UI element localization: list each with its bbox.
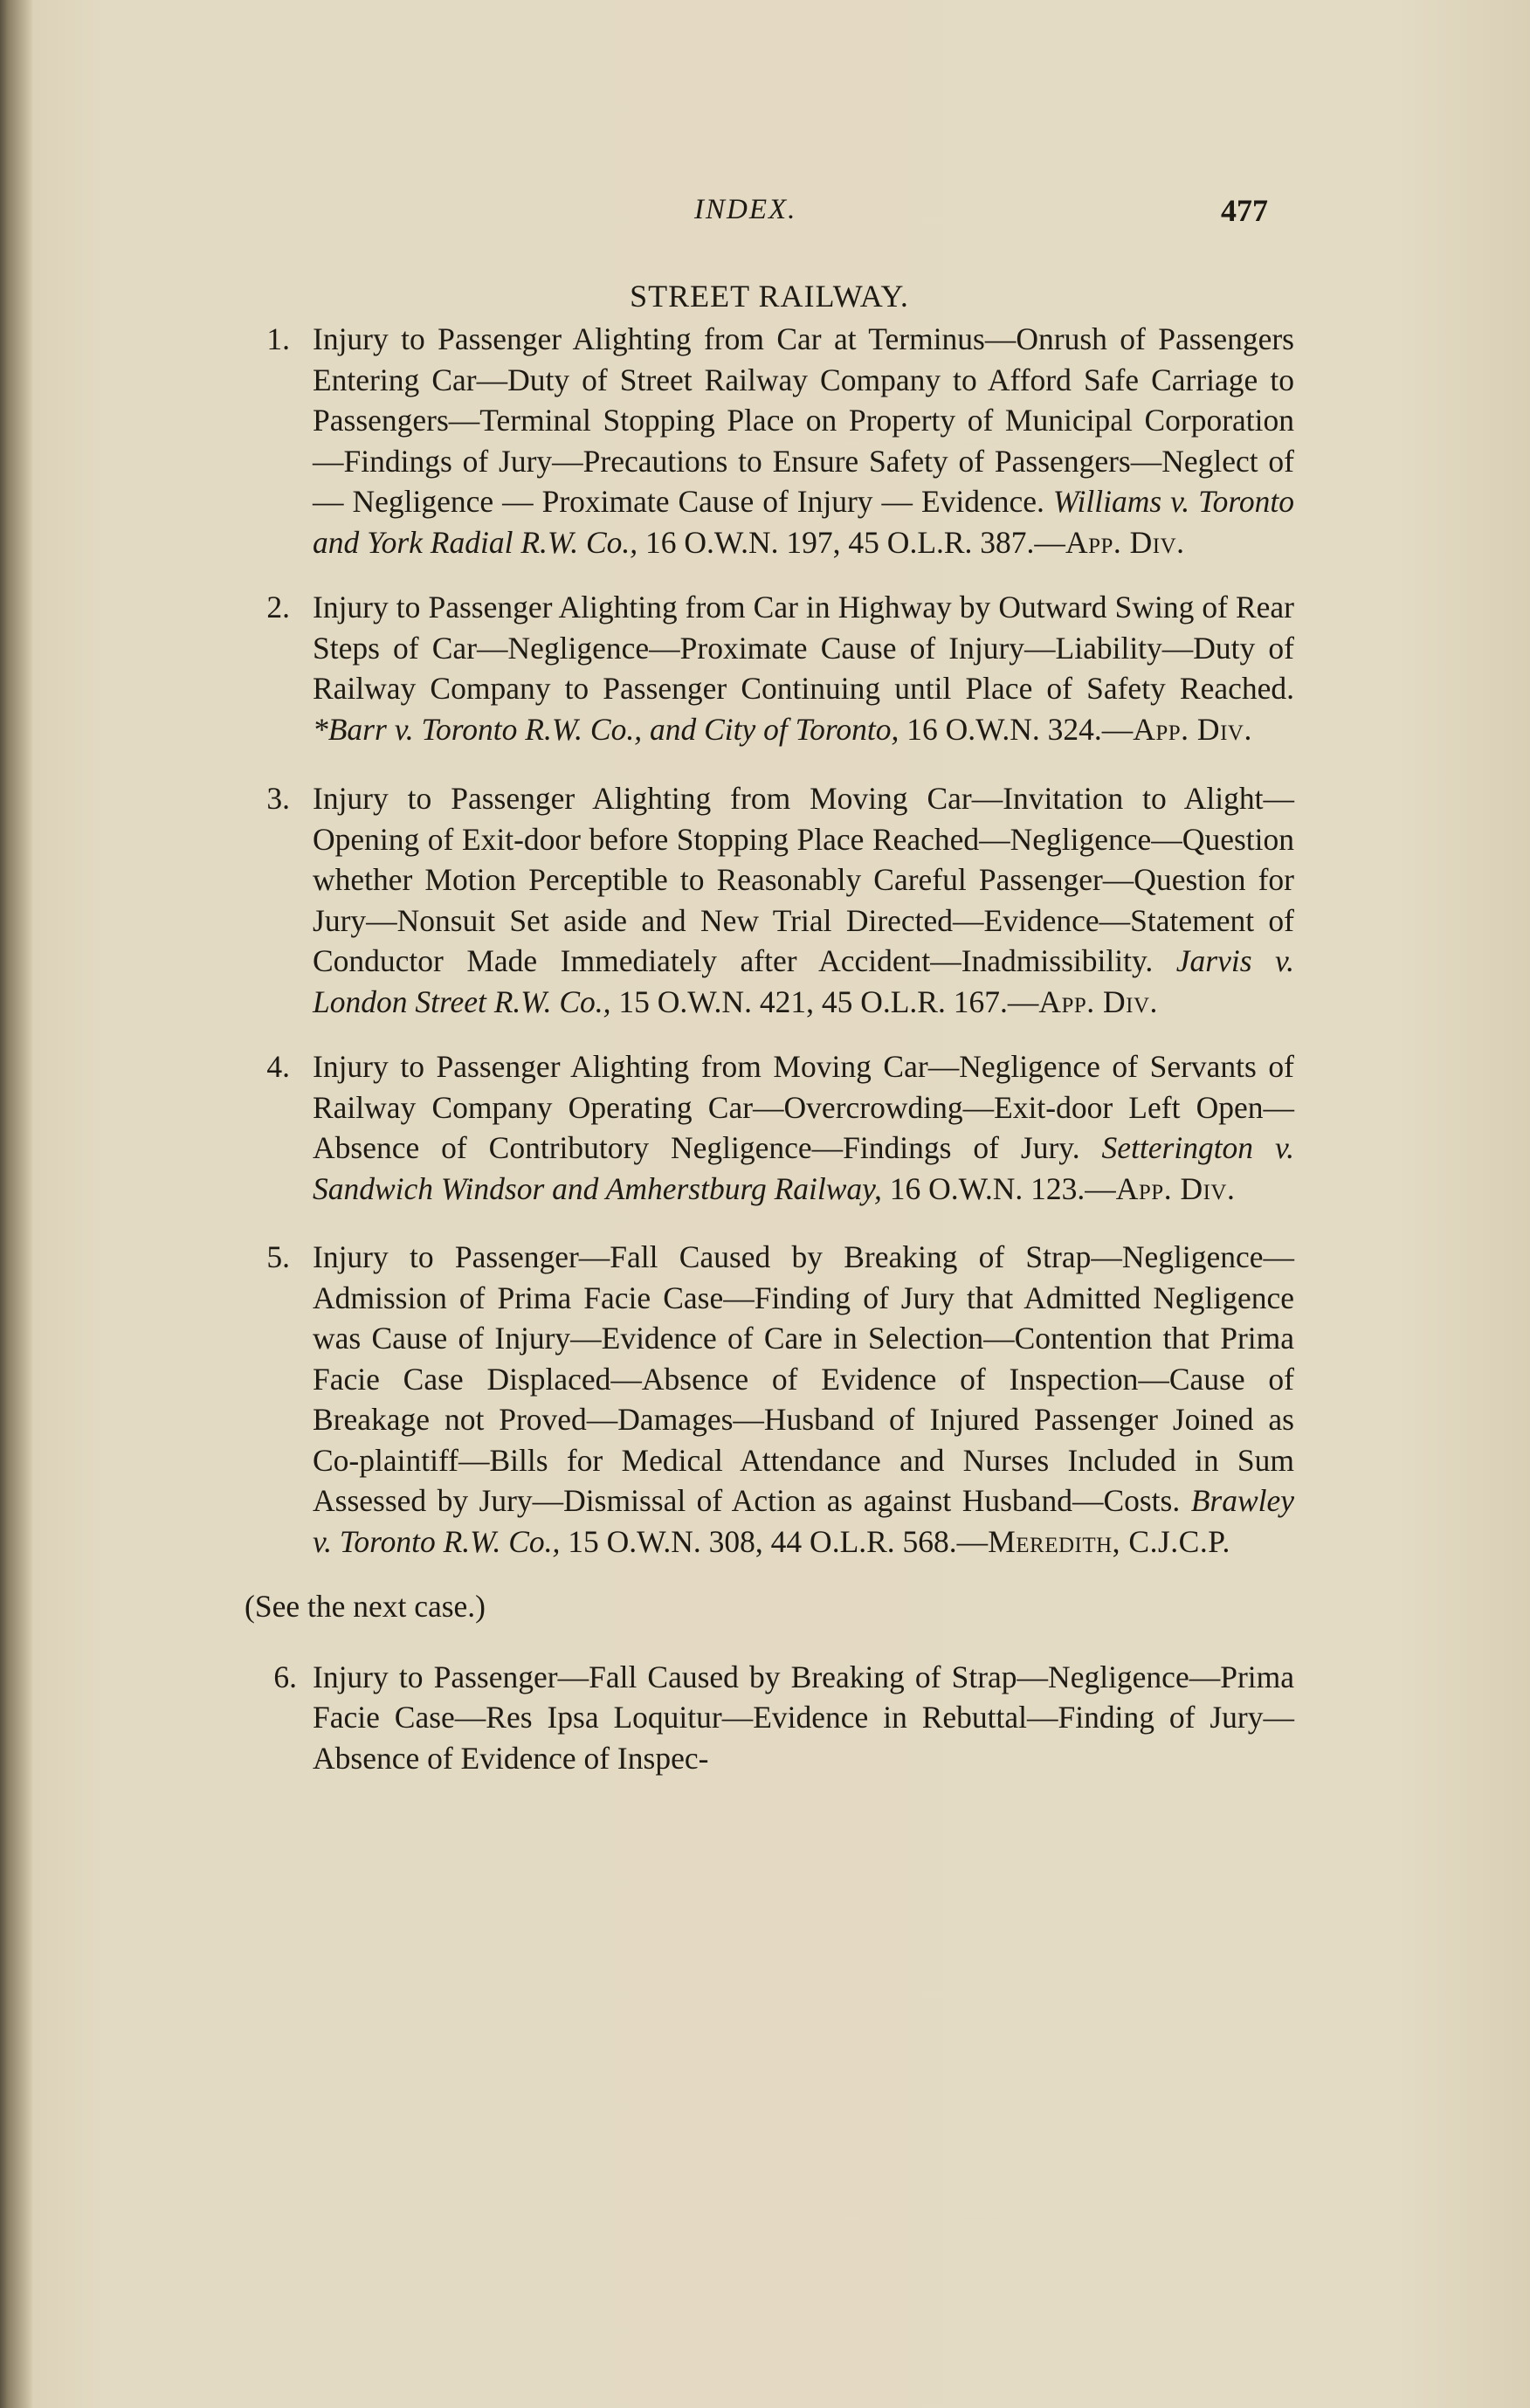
entry-text: Injury to Passenger Alighting from Moving Car—Negligence of Servants of Railway Company Operating Car—Overcrowding—Exit-door Left Open—Absence of Contributory Negligence—Findings of Jury. — [313, 1049, 1294, 1165]
case-citation: 16 O.W.N. 123.— — [889, 1170, 1116, 1206]
index-entry — [238, 1657, 1294, 1779]
entry-text: Injury to Passenger Alighting from Car at Terminus—Onrush of Passengers Entering Car—Duty of Street Railway Company to Afford Safe Carriage to Passengers—Terminal Stopping Place on Property of Municipal Corporation—Findings of Jury—Precautions to Ensure Safety of Passengers—Neglect of — Negligence — Proximate Cause of Injury — Evidence. — [313, 321, 1294, 519]
case-citation: 16 O.W.N. 324.— — [906, 711, 1134, 747]
entry-number: 6. — [273, 1659, 297, 1694]
entry-number: 5. — [266, 1239, 290, 1274]
page-number: 477 — [1221, 193, 1268, 228]
entry-number: 2. — [266, 590, 290, 624]
index-entry — [238, 1046, 1294, 1209]
court-name: App. Div. — [1115, 1170, 1236, 1206]
case-name: Setterington v. Sandwich Windsor and Amherstburg Railway, — [313, 1130, 1294, 1206]
case-name: *Barr v. Toronto R.W. Co., and City of Toronto, — [313, 711, 899, 747]
index-entries — [238, 319, 1294, 1778]
case-name: Jarvis v. London Street R.W. Co., — [313, 943, 1294, 1019]
entry-number: 4. — [266, 1049, 290, 1084]
running-head — [0, 194, 1530, 238]
court-name: App. Div. — [1065, 524, 1185, 560]
entry-text: Injury to Passenger—Fall Caused by Breaking of Strap—Negligence—Admission of Prima Facie Case—Finding of Jury that Admitted Negligence was Cause of Injury—Evidence of Care in Selection—Contention that Prima Facie Case Displaced—Absence of Evidence of Inspection—Cause of Breakage not Proved—Damages—Husband of Injured Passenger Joined as Co-plaintiff—Bills for Medical Attendance and Nurses Included in Sum Assessed by Jury—Dismissal of Action as against Husband—Costs. — [313, 1239, 1294, 1518]
case-citation: 15 O.W.N. 308, 44 O.L.R. 568.— — [568, 1523, 989, 1559]
index-entry — [238, 778, 1294, 1022]
entry-number: 1. — [266, 321, 290, 356]
index-entry — [238, 319, 1294, 562]
section-title: STREET RAILWAY. — [630, 279, 909, 314]
entry-text: Injury to Passenger—Fall Caused by Breaking of Strap—Negligence—Prima Facie Case—Res Ipsa Loquitur—Evidence in Rebuttal—Finding of Jury—Absence of Evidence of Inspec- — [313, 1659, 1294, 1776]
entry-text: Injury to Passenger Alighting from Moving Car—Invitation to Alight—Opening of Exit-door before Stopping Place Reached—Negligence—Question whether Motion Perceptible to Reasonably Careful Passenger—Question for Jury—Nonsuit Set aside and New Trial Directed—Evidence—Statement of Conductor Made Immediately after Accident—Inadmissibility. — [313, 781, 1294, 978]
court-name: App. Div. — [1038, 983, 1158, 1019]
court-name: Meredith, C.J.C.P. — [988, 1523, 1230, 1559]
entry-number: 3. — [266, 781, 290, 816]
case-name: Brawley v. Toronto R.W. Co., — [313, 1483, 1294, 1559]
index-entry — [238, 1237, 1294, 1562]
court-name: App. Div. — [1133, 711, 1252, 747]
case-citation: 16 O.W.N. 197, 45 O.L.R. 387.— — [645, 524, 1065, 560]
binding-gutter — [0, 0, 33, 2408]
case-name: Williams v. Toronto and York Radial R.W. Co., — [313, 484, 1294, 560]
entry-text: Injury to Passenger Alighting from Car in Highway by Outward Swing of Rear Steps of Car—Negligence—Proximate Cause of Injury—Liability—Duty of Railway Company to Passenger Continuing until Place of Safety Reached. — [313, 590, 1294, 706]
see-note: (See the next case.) — [245, 1589, 486, 1624]
index-entry — [238, 587, 1294, 749]
running-head-title: INDEX. — [694, 194, 797, 225]
case-citation: 15 O.W.N. 421, 45 O.L.R. 167.— — [618, 983, 1039, 1019]
